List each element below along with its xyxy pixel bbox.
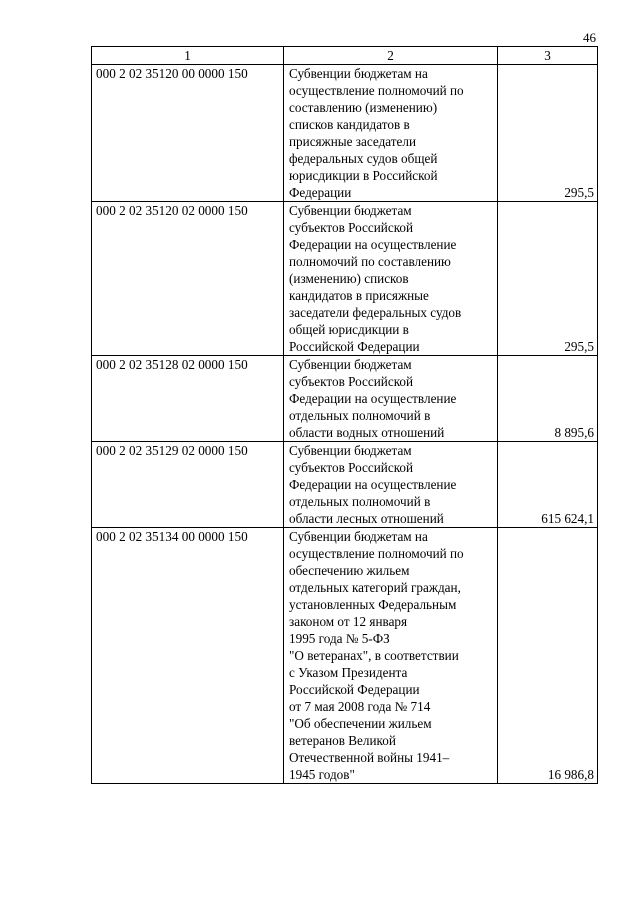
row-name-line: полномочий по составлению xyxy=(289,254,451,269)
row-name-line: субъектов Российской xyxy=(289,460,414,475)
column-header-amount: 3 xyxy=(498,47,598,65)
column-header-code: 1 xyxy=(92,47,284,65)
row-code: 000 2 02 35120 02 0000 150 xyxy=(92,202,284,356)
row-name-line: Федерации на осуществление xyxy=(289,477,457,492)
row-name-line: законом от 12 января xyxy=(289,614,408,629)
row-name-line: Субвенции бюджетам на xyxy=(289,529,428,544)
row-name-line: составлению (изменению) xyxy=(289,100,438,115)
row-name-line: отдельных полномочий в xyxy=(289,494,431,509)
row-amount: 8 895,6 xyxy=(498,356,598,442)
row-name-line: Федерации xyxy=(289,185,352,200)
row-name-line: 1995 года № 5-ФЗ xyxy=(289,631,390,646)
row-name xyxy=(284,65,498,202)
row-name-line: Субвенции бюджетам xyxy=(289,443,412,458)
table-row xyxy=(92,356,598,442)
row-name-line: Субвенции бюджетам xyxy=(289,203,412,218)
table-header-row xyxy=(92,47,598,65)
table-row xyxy=(92,528,598,784)
row-name-line: Отечественной войны 1941– xyxy=(289,750,450,765)
budget-table xyxy=(91,46,598,784)
row-name-line: ветеранов Великой xyxy=(289,733,396,748)
row-name-line: Субвенции бюджетам на xyxy=(289,66,428,81)
row-name-line: кандидатов в присяжные xyxy=(289,288,429,303)
row-code: 000 2 02 35128 02 0000 150 xyxy=(92,356,284,442)
row-name-line: общей юрисдикции в xyxy=(289,322,409,337)
row-amount: 295,5 xyxy=(498,202,598,356)
row-name-line: отдельных полномочий в xyxy=(289,408,431,423)
row-name-line: осуществление полномочий по xyxy=(289,83,464,98)
row-amount: 615 624,1 xyxy=(498,442,598,528)
row-name-line: заседатели федеральных судов xyxy=(289,305,462,320)
row-name-line: Субвенции бюджетам xyxy=(289,357,412,372)
row-name-line: области лесных отношений xyxy=(289,511,444,526)
row-name-line: Российской Федерации xyxy=(289,339,420,354)
row-name-line: 1945 годов" xyxy=(289,767,355,782)
row-name-line: "О ветеранах", в соответствии xyxy=(289,648,459,663)
row-amount: 295,5 xyxy=(498,65,598,202)
column-header-name: 2 xyxy=(284,47,498,65)
row-name-line: обеспечению жильем xyxy=(289,563,410,578)
row-name-line: отдельных категорий граждан, xyxy=(289,580,461,595)
row-code: 000 2 02 35134 00 0000 150 xyxy=(92,528,284,784)
row-name-line: (изменению) списков xyxy=(289,271,409,286)
table-row xyxy=(92,202,598,356)
row-name-line: осуществление полномочий по xyxy=(289,546,464,561)
row-name xyxy=(284,442,498,528)
table-row xyxy=(92,442,598,528)
row-name-line: федеральных судов общей xyxy=(289,151,438,166)
row-name-line: от 7 мая 2008 года № 714 xyxy=(289,699,431,714)
row-name-line: с Указом Президента xyxy=(289,665,408,680)
row-name-line: присяжные заседатели xyxy=(289,134,417,149)
row-name-line: области водных отношений xyxy=(289,425,445,440)
table-body xyxy=(92,65,598,784)
row-name-line: Федерации на осуществление xyxy=(289,237,457,252)
row-name-line: Российской Федерации xyxy=(289,682,420,697)
row-name xyxy=(284,356,498,442)
row-name-line: юрисдикции в Российской xyxy=(289,168,438,183)
table-row xyxy=(92,65,598,202)
row-name-line: Федерации на осуществление xyxy=(289,391,457,406)
row-name-line: субъектов Российской xyxy=(289,374,414,389)
row-name xyxy=(284,528,498,784)
row-name-line: субъектов Российской xyxy=(289,220,414,235)
row-code: 000 2 02 35129 02 0000 150 xyxy=(92,442,284,528)
row-name-line: "Об обеспечении жильем xyxy=(289,716,432,731)
row-code: 000 2 02 35120 00 0000 150 xyxy=(92,65,284,202)
row-name-line: установленных Федеральным xyxy=(289,597,457,612)
row-name-line: списков кандидатов в xyxy=(289,117,410,132)
page-number: 46 xyxy=(583,30,596,45)
row-name xyxy=(284,202,498,356)
row-amount: 16 986,8 xyxy=(498,528,598,784)
